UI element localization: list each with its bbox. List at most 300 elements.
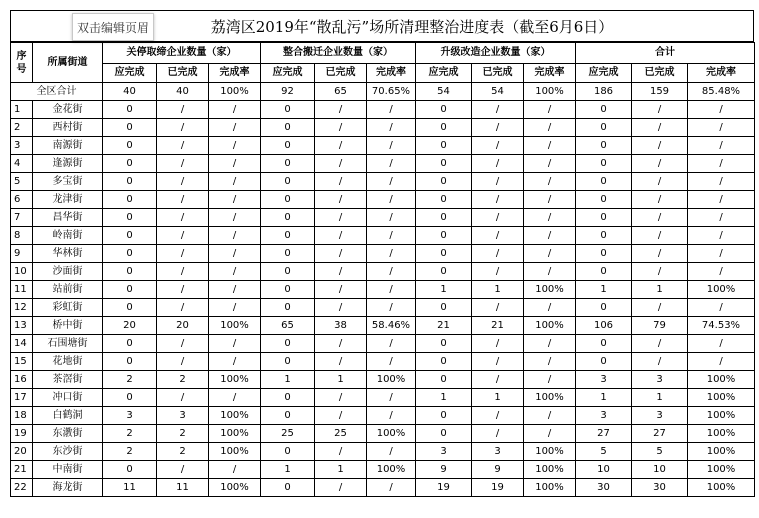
table-cell[interactable]: 58.46% <box>367 317 416 335</box>
table-cell[interactable]: / <box>472 263 524 281</box>
table-cell[interactable]: / <box>209 335 261 353</box>
street-cell[interactable]: 昌华街 <box>33 209 103 227</box>
table-cell[interactable]: 2 <box>103 425 157 443</box>
table-cell[interactable]: / <box>315 173 367 191</box>
table-cell[interactable]: / <box>688 353 755 371</box>
table-cell[interactable]: 54 <box>472 83 524 101</box>
table-cell[interactable]: / <box>209 461 261 479</box>
seq-cell[interactable]: 3 <box>11 137 33 155</box>
table-cell[interactable]: / <box>367 245 416 263</box>
seq-cell[interactable]: 1 <box>11 101 33 119</box>
table-cell[interactable]: 1 <box>472 389 524 407</box>
seq-cell[interactable]: 13 <box>11 317 33 335</box>
table-cell[interactable]: 3 <box>157 407 209 425</box>
seq-cell[interactable]: 16 <box>11 371 33 389</box>
table-cell[interactable]: 100% <box>524 83 576 101</box>
table-cell[interactable]: 100% <box>524 461 576 479</box>
table-cell[interactable]: / <box>632 335 688 353</box>
table-cell[interactable]: 100% <box>688 371 755 389</box>
street-cell[interactable]: 岭南街 <box>33 227 103 245</box>
table-cell[interactable]: 0 <box>261 407 315 425</box>
table-cell[interactable]: / <box>367 227 416 245</box>
table-cell[interactable]: / <box>367 335 416 353</box>
table-cell[interactable]: / <box>209 209 261 227</box>
table-cell[interactable]: 100% <box>688 281 755 299</box>
table-cell[interactable]: / <box>209 173 261 191</box>
table-cell[interactable]: / <box>315 227 367 245</box>
street-cell[interactable]: 逢源街 <box>33 155 103 173</box>
table-cell[interactable]: 159 <box>632 83 688 101</box>
table-cell[interactable]: / <box>315 407 367 425</box>
table-cell[interactable]: / <box>157 155 209 173</box>
table-cell[interactable]: 1 <box>576 389 632 407</box>
table-cell[interactable]: / <box>315 191 367 209</box>
table-cell[interactable]: / <box>209 119 261 137</box>
street-cell[interactable]: 东漖街 <box>33 425 103 443</box>
seq-cell[interactable]: 7 <box>11 209 33 227</box>
table-cell[interactable]: 21 <box>472 317 524 335</box>
table-cell[interactable]: 30 <box>576 479 632 497</box>
table-cell[interactable]: 0 <box>576 191 632 209</box>
table-cell[interactable]: 100% <box>524 281 576 299</box>
table-cell[interactable]: / <box>367 389 416 407</box>
table-cell[interactable]: 0 <box>576 173 632 191</box>
table-cell[interactable]: 100% <box>688 425 755 443</box>
seq-cell[interactable]: 10 <box>11 263 33 281</box>
table-cell[interactable]: 79 <box>632 317 688 335</box>
table-cell[interactable]: 0 <box>261 443 315 461</box>
table-cell[interactable]: 0 <box>576 119 632 137</box>
table-cell[interactable]: 65 <box>261 317 315 335</box>
table-cell[interactable]: 1 <box>416 389 472 407</box>
table-cell[interactable]: / <box>688 227 755 245</box>
table-cell[interactable]: 2 <box>103 371 157 389</box>
table-cell[interactable]: 25 <box>261 425 315 443</box>
table-cell[interactable]: 106 <box>576 317 632 335</box>
seq-cell[interactable]: 9 <box>11 245 33 263</box>
table-cell[interactable]: 100% <box>209 83 261 101</box>
table-cell[interactable]: 100% <box>524 479 576 497</box>
seq-cell[interactable]: 20 <box>11 443 33 461</box>
table-cell[interactable]: / <box>315 101 367 119</box>
table-cell[interactable]: / <box>472 371 524 389</box>
table-cell[interactable]: 100% <box>688 479 755 497</box>
seq-cell[interactable]: 17 <box>11 389 33 407</box>
table-cell[interactable]: 0 <box>416 209 472 227</box>
table-cell[interactable]: / <box>157 191 209 209</box>
table-cell[interactable]: 0 <box>261 173 315 191</box>
table-cell[interactable]: 100% <box>209 371 261 389</box>
table-cell[interactable]: / <box>209 191 261 209</box>
table-cell[interactable]: / <box>157 263 209 281</box>
table-cell[interactable]: / <box>157 245 209 263</box>
table-cell[interactable]: 0 <box>261 263 315 281</box>
table-cell[interactable]: 0 <box>261 227 315 245</box>
table-cell[interactable]: / <box>315 281 367 299</box>
table-cell[interactable]: / <box>157 173 209 191</box>
table-cell[interactable]: / <box>472 407 524 425</box>
table-cell[interactable]: 0 <box>261 353 315 371</box>
table-cell[interactable]: / <box>367 443 416 461</box>
table-cell[interactable]: 5 <box>632 443 688 461</box>
seq-cell[interactable]: 12 <box>11 299 33 317</box>
table-cell[interactable]: 3 <box>632 371 688 389</box>
table-cell[interactable]: 100% <box>209 407 261 425</box>
table-cell[interactable]: 0 <box>103 335 157 353</box>
street-cell[interactable]: 站前街 <box>33 281 103 299</box>
table-cell[interactable]: / <box>157 389 209 407</box>
table-cell[interactable]: 1 <box>261 461 315 479</box>
seq-cell[interactable]: 14 <box>11 335 33 353</box>
street-cell[interactable]: 花地街 <box>33 353 103 371</box>
table-cell[interactable]: 100% <box>209 317 261 335</box>
table-cell[interactable]: / <box>315 155 367 173</box>
table-cell[interactable]: / <box>367 137 416 155</box>
table-cell[interactable]: 3 <box>103 407 157 425</box>
table-cell[interactable]: / <box>524 353 576 371</box>
seq-cell[interactable]: 21 <box>11 461 33 479</box>
table-cell[interactable]: / <box>209 389 261 407</box>
table-cell[interactable]: 100% <box>524 389 576 407</box>
table-cell[interactable]: / <box>632 209 688 227</box>
table-cell[interactable]: / <box>632 137 688 155</box>
table-cell[interactable]: 3 <box>576 407 632 425</box>
table-cell[interactable]: 0 <box>576 335 632 353</box>
table-cell[interactable]: 1 <box>632 281 688 299</box>
table-cell[interactable]: 0 <box>103 461 157 479</box>
table-cell[interactable]: / <box>367 479 416 497</box>
table-cell[interactable]: / <box>367 119 416 137</box>
table-cell[interactable]: 100% <box>688 389 755 407</box>
table-cell[interactable]: / <box>472 227 524 245</box>
table-cell[interactable]: / <box>315 353 367 371</box>
table-cell[interactable]: / <box>315 263 367 281</box>
table-cell[interactable]: / <box>632 173 688 191</box>
table-cell[interactable]: 0 <box>416 353 472 371</box>
table-cell[interactable]: 70.65% <box>367 83 416 101</box>
table-cell[interactable]: 186 <box>576 83 632 101</box>
table-cell[interactable]: / <box>472 173 524 191</box>
table-cell[interactable]: 21 <box>416 317 472 335</box>
table-cell[interactable]: 92 <box>261 83 315 101</box>
table-cell[interactable]: / <box>524 371 576 389</box>
table-cell[interactable]: / <box>688 191 755 209</box>
table-cell[interactable]: 100% <box>209 479 261 497</box>
table-cell[interactable]: 100% <box>209 443 261 461</box>
table-cell[interactable]: 2 <box>157 371 209 389</box>
table-cell[interactable]: 100% <box>688 443 755 461</box>
table-cell[interactable]: / <box>367 263 416 281</box>
table-cell[interactable]: / <box>315 335 367 353</box>
table-cell[interactable]: / <box>688 209 755 227</box>
street-cell[interactable]: 冲口街 <box>33 389 103 407</box>
table-cell[interactable]: 0 <box>416 137 472 155</box>
table-cell[interactable]: 100% <box>367 425 416 443</box>
table-cell[interactable]: 1 <box>472 281 524 299</box>
table-cell[interactable]: / <box>367 353 416 371</box>
table-cell[interactable]: 3 <box>632 407 688 425</box>
seq-cell[interactable]: 8 <box>11 227 33 245</box>
table-cell[interactable]: 3 <box>472 443 524 461</box>
table-cell[interactable]: 0 <box>416 119 472 137</box>
table-cell[interactable]: / <box>209 281 261 299</box>
table-cell[interactable]: / <box>688 155 755 173</box>
table-cell[interactable]: 65 <box>315 83 367 101</box>
table-cell[interactable]: / <box>472 155 524 173</box>
table-cell[interactable]: / <box>688 245 755 263</box>
table-cell[interactable]: / <box>632 227 688 245</box>
seq-cell[interactable]: 2 <box>11 119 33 137</box>
table-cell[interactable]: 38 <box>315 317 367 335</box>
table-cell[interactable]: 11 <box>103 479 157 497</box>
street-cell[interactable]: 彩虹街 <box>33 299 103 317</box>
table-cell[interactable]: 5 <box>576 443 632 461</box>
table-cell[interactable]: 0 <box>103 299 157 317</box>
table-cell[interactable]: / <box>688 299 755 317</box>
table-cell[interactable]: / <box>315 209 367 227</box>
table-cell[interactable]: / <box>472 335 524 353</box>
table-cell[interactable]: 0 <box>261 299 315 317</box>
street-cell[interactable]: 多宝街 <box>33 173 103 191</box>
table-cell[interactable]: / <box>688 137 755 155</box>
table-cell[interactable]: / <box>472 119 524 137</box>
edit-header-button[interactable]: 双击编辑页眉 <box>72 13 154 41</box>
table-cell[interactable]: / <box>367 155 416 173</box>
table-cell[interactable]: / <box>524 335 576 353</box>
table-cell[interactable]: / <box>157 209 209 227</box>
table-cell[interactable]: 100% <box>367 461 416 479</box>
table-cell[interactable]: 1 <box>576 281 632 299</box>
table-cell[interactable]: 2 <box>103 443 157 461</box>
table-cell[interactable]: 0 <box>576 353 632 371</box>
table-cell[interactable]: 100% <box>524 443 576 461</box>
table-cell[interactable]: 0 <box>261 101 315 119</box>
seq-cell[interactable]: 4 <box>11 155 33 173</box>
table-cell[interactable]: 0 <box>416 101 472 119</box>
table-cell[interactable]: / <box>315 443 367 461</box>
seq-cell[interactable]: 22 <box>11 479 33 497</box>
table-cell[interactable]: / <box>688 173 755 191</box>
table-cell[interactable]: 85.48% <box>688 83 755 101</box>
seq-cell[interactable]: 5 <box>11 173 33 191</box>
table-cell[interactable]: / <box>524 227 576 245</box>
table-cell[interactable]: 20 <box>157 317 209 335</box>
table-cell[interactable]: / <box>367 299 416 317</box>
table-cell[interactable]: / <box>524 245 576 263</box>
table-cell[interactable]: 9 <box>472 461 524 479</box>
table-cell[interactable]: / <box>472 101 524 119</box>
table-cell[interactable]: / <box>472 245 524 263</box>
table-cell[interactable]: 0 <box>103 389 157 407</box>
table-cell[interactable]: 0 <box>103 173 157 191</box>
table-cell[interactable]: 10 <box>632 461 688 479</box>
table-cell[interactable]: / <box>688 263 755 281</box>
table-cell[interactable]: / <box>367 173 416 191</box>
table-cell[interactable]: / <box>524 155 576 173</box>
table-cell[interactable]: 0 <box>261 335 315 353</box>
table-cell[interactable]: 1 <box>315 371 367 389</box>
table-cell[interactable]: 1 <box>315 461 367 479</box>
table-cell[interactable]: / <box>688 119 755 137</box>
table-cell[interactable]: 0 <box>103 155 157 173</box>
table-cell[interactable]: 0 <box>103 101 157 119</box>
table-cell[interactable]: 1 <box>261 371 315 389</box>
table-cell[interactable]: / <box>524 425 576 443</box>
table-cell[interactable]: 0 <box>416 407 472 425</box>
table-cell[interactable]: 100% <box>688 407 755 425</box>
table-cell[interactable]: 0 <box>261 245 315 263</box>
table-cell[interactable]: 0 <box>103 191 157 209</box>
table-cell[interactable]: / <box>315 119 367 137</box>
table-cell[interactable]: 0 <box>416 263 472 281</box>
table-cell[interactable]: / <box>632 155 688 173</box>
table-cell[interactable]: 0 <box>576 101 632 119</box>
table-cell[interactable]: 40 <box>103 83 157 101</box>
table-cell[interactable]: / <box>209 263 261 281</box>
table-cell[interactable]: / <box>209 137 261 155</box>
table-cell[interactable]: / <box>209 227 261 245</box>
table-cell[interactable]: 30 <box>632 479 688 497</box>
table-cell[interactable]: 54 <box>416 83 472 101</box>
table-cell[interactable]: 3 <box>576 371 632 389</box>
street-cell[interactable]: 桥中街 <box>33 317 103 335</box>
table-cell[interactable]: / <box>632 245 688 263</box>
table-cell[interactable]: / <box>524 209 576 227</box>
table-cell[interactable]: / <box>367 209 416 227</box>
table-cell[interactable]: 2 <box>157 443 209 461</box>
table-cell[interactable]: 0 <box>576 209 632 227</box>
table-cell[interactable]: / <box>472 137 524 155</box>
street-cell[interactable]: 金花街 <box>33 101 103 119</box>
table-cell[interactable]: / <box>157 137 209 155</box>
table-cell[interactable]: 0 <box>416 371 472 389</box>
table-cell[interactable]: 0 <box>416 335 472 353</box>
table-cell[interactable]: 0 <box>416 173 472 191</box>
table-cell[interactable]: / <box>157 227 209 245</box>
street-cell[interactable]: 石围塘街 <box>33 335 103 353</box>
table-cell[interactable]: 20 <box>103 317 157 335</box>
table-cell[interactable]: / <box>209 101 261 119</box>
table-cell[interactable]: / <box>472 299 524 317</box>
table-cell[interactable]: 9 <box>416 461 472 479</box>
seq-cell[interactable]: 6 <box>11 191 33 209</box>
total-label-cell[interactable]: 全区合计 <box>11 83 103 101</box>
street-cell[interactable]: 海龙街 <box>33 479 103 497</box>
table-cell[interactable]: / <box>472 209 524 227</box>
table-cell[interactable]: 100% <box>524 317 576 335</box>
table-cell[interactable]: 0 <box>576 263 632 281</box>
table-cell[interactable]: / <box>632 299 688 317</box>
table-cell[interactable]: 0 <box>576 227 632 245</box>
table-cell[interactable]: 0 <box>261 479 315 497</box>
table-cell[interactable]: 0 <box>103 281 157 299</box>
table-cell[interactable]: / <box>157 299 209 317</box>
table-cell[interactable]: / <box>209 155 261 173</box>
table-cell[interactable]: 27 <box>576 425 632 443</box>
table-cell[interactable]: 0 <box>103 137 157 155</box>
table-cell[interactable]: / <box>157 119 209 137</box>
table-cell[interactable]: / <box>157 281 209 299</box>
table-cell[interactable]: 0 <box>576 299 632 317</box>
table-cell[interactable]: 0 <box>261 209 315 227</box>
table-cell[interactable]: / <box>367 101 416 119</box>
table-cell[interactable]: / <box>315 137 367 155</box>
table-cell[interactable]: 11 <box>157 479 209 497</box>
table-cell[interactable]: 0 <box>103 119 157 137</box>
seq-cell[interactable]: 19 <box>11 425 33 443</box>
table-cell[interactable]: 0 <box>416 191 472 209</box>
table-cell[interactable]: / <box>524 173 576 191</box>
table-cell[interactable]: / <box>632 263 688 281</box>
table-cell[interactable]: / <box>524 119 576 137</box>
table-cell[interactable]: 0 <box>416 425 472 443</box>
table-cell[interactable]: / <box>367 191 416 209</box>
table-cell[interactable]: 40 <box>157 83 209 101</box>
table-cell[interactable]: 1 <box>632 389 688 407</box>
table-cell[interactable]: / <box>472 191 524 209</box>
table-cell[interactable]: / <box>209 299 261 317</box>
table-cell[interactable]: 0 <box>103 353 157 371</box>
table-cell[interactable]: 25 <box>315 425 367 443</box>
table-cell[interactable]: 3 <box>416 443 472 461</box>
seq-cell[interactable]: 18 <box>11 407 33 425</box>
table-cell[interactable]: 100% <box>209 425 261 443</box>
table-cell[interactable]: / <box>157 335 209 353</box>
table-cell[interactable]: 0 <box>416 245 472 263</box>
table-cell[interactable]: / <box>524 407 576 425</box>
table-cell[interactable]: 0 <box>261 389 315 407</box>
table-cell[interactable]: 27 <box>632 425 688 443</box>
table-cell[interactable]: 0 <box>576 155 632 173</box>
table-cell[interactable]: 0 <box>103 227 157 245</box>
street-cell[interactable]: 白鹤洞 <box>33 407 103 425</box>
table-cell[interactable]: / <box>157 353 209 371</box>
table-cell[interactable]: 0 <box>261 281 315 299</box>
table-cell[interactable]: / <box>632 353 688 371</box>
table-cell[interactable]: / <box>209 353 261 371</box>
seq-cell[interactable]: 15 <box>11 353 33 371</box>
street-cell[interactable]: 东沙街 <box>33 443 103 461</box>
table-cell[interactable]: 0 <box>576 137 632 155</box>
table-cell[interactable]: / <box>632 119 688 137</box>
table-cell[interactable]: 100% <box>688 461 755 479</box>
table-cell[interactable]: 0 <box>261 191 315 209</box>
table-cell[interactable]: / <box>315 299 367 317</box>
table-cell[interactable]: / <box>315 389 367 407</box>
table-cell[interactable]: / <box>632 191 688 209</box>
table-cell[interactable]: / <box>632 101 688 119</box>
street-cell[interactable]: 沙面街 <box>33 263 103 281</box>
table-cell[interactable]: 19 <box>472 479 524 497</box>
table-cell[interactable]: 1 <box>416 281 472 299</box>
table-cell[interactable]: / <box>315 479 367 497</box>
table-cell[interactable]: 0 <box>416 299 472 317</box>
table-cell[interactable]: / <box>472 353 524 371</box>
table-cell[interactable]: 0 <box>416 155 472 173</box>
street-cell[interactable]: 南源街 <box>33 137 103 155</box>
table-cell[interactable]: 10 <box>576 461 632 479</box>
table-cell[interactable]: 0 <box>103 263 157 281</box>
street-cell[interactable]: 华林街 <box>33 245 103 263</box>
table-cell[interactable]: / <box>524 263 576 281</box>
table-cell[interactable]: / <box>315 245 367 263</box>
table-cell[interactable]: / <box>688 335 755 353</box>
table-cell[interactable]: 0 <box>416 227 472 245</box>
table-cell[interactable]: / <box>688 101 755 119</box>
table-cell[interactable]: 74.53% <box>688 317 755 335</box>
table-cell[interactable]: / <box>367 281 416 299</box>
street-cell[interactable]: 西村街 <box>33 119 103 137</box>
